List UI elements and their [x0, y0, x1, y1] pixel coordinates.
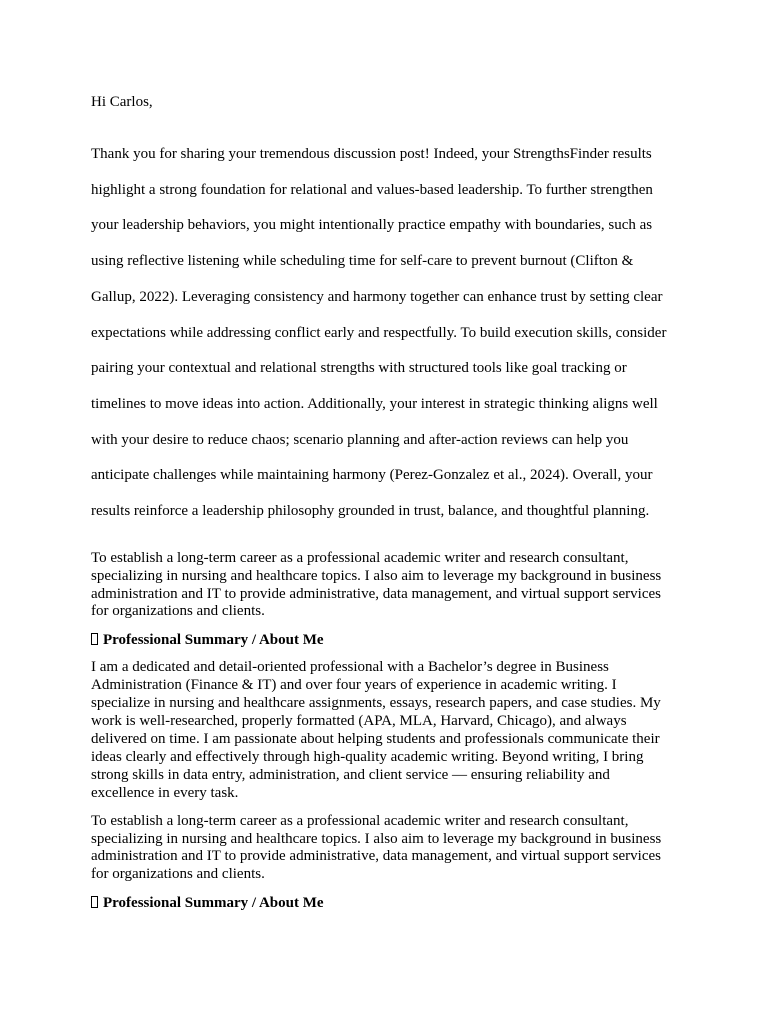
objective-line: specializing in nursing and healthcare topics. I also aim to leverage my background in business: [91, 567, 662, 584]
objective-line: administration and IT to provide administrative, data management, and virtual support services: [91, 848, 661, 865]
objective-line: To establish a long-term career as a professional academic writer and research consultant,: [91, 812, 629, 829]
greeting: Hi Carlos,: [91, 94, 153, 110]
missing-glyph-box-icon: [91, 633, 98, 645]
document-page: [91, 92, 681, 922]
reply-line: results reinforce a leadership philosophy grounded in trust, balance, and thoughtful planning.: [91, 503, 650, 520]
summary-line: excellence in every task.: [91, 784, 239, 801]
summary-line: ideas clearly and effectively through high-quality academic writing. Beyond writing, I bring: [91, 748, 644, 765]
reply-paragraph: [91, 137, 681, 530]
summary-line: specialize in nursing and healthcare assignments, essays, research papers, and case studies. My: [91, 695, 661, 712]
summary-line: delivered on time. I am passionate about helping students and professionals communicate their: [91, 730, 660, 747]
reply-line: highlight a strong foundation for relational and values-based leadership. To further strengthen: [91, 181, 653, 198]
reply-line: pairing your contextual and relational strengths with structured tools like goal tracking or: [91, 360, 627, 377]
reply-line: your leadership behaviors, you might intentionally practice empathy with boundaries, such as: [91, 217, 653, 234]
objective-line: for organizations and clients.: [91, 603, 265, 620]
objective-line: for organizations and clients.: [91, 866, 265, 883]
reply-line: with your desire to reduce chaos; scenario planning and after-action reviews can help you: [91, 431, 629, 448]
profile-section: [91, 550, 681, 913]
section-heading-summary: [91, 631, 681, 649]
career-objective-paragraph: [91, 550, 681, 622]
objective-line: To establish a long-term career as a professional academic writer and research consultant,: [91, 549, 629, 566]
section-heading-label: Professional Summary / About Me: [103, 895, 324, 912]
missing-glyph-box-icon: [91, 896, 98, 908]
objective-line: administration and IT to provide administrative, data management, and virtual support services: [91, 585, 661, 602]
summary-line: I am a dedicated and detail-oriented professional with a Bachelor’s degree in Business: [91, 659, 609, 676]
reply-line: anticipate challenges while maintaining harmony (Perez-Gonzalez et al., 2024). Overall, your: [91, 467, 653, 484]
section-heading-summary: [91, 894, 681, 912]
reply-line: expectations while addressing conflict early and respectfully. To build execution skills, consider: [91, 324, 667, 341]
summary-line: strong skills in data entry, administration, and client service — ensuring reliability and: [91, 766, 610, 783]
reply-line: Thank you for sharing your tremendous discussion post! Indeed, your StrengthsFinder results: [91, 146, 652, 162]
career-objective-paragraph: [91, 813, 681, 885]
objective-line: specializing in nursing and healthcare topics. I also aim to leverage my background in business: [91, 830, 662, 847]
reply-line: Gallup, 2022). Leveraging consistency and harmony together can enhance trust by setting clear: [91, 288, 663, 305]
summary-line: work is well-researched, properly formatted (APA, MLA, Harvard, Chicago), and always: [91, 713, 627, 730]
reply-line: timelines to move ideas into action. Additionally, your interest in strategic thinking aligns well: [91, 395, 658, 412]
reply-line: using reflective listening while scheduling time for self-care to prevent burnout (Clifton &: [91, 253, 634, 270]
section-heading-label: Professional Summary / About Me: [103, 632, 324, 649]
summary-paragraph: [91, 659, 681, 802]
summary-line: Administration (Finance & IT) and over four years of experience in academic writing. I: [91, 677, 617, 694]
